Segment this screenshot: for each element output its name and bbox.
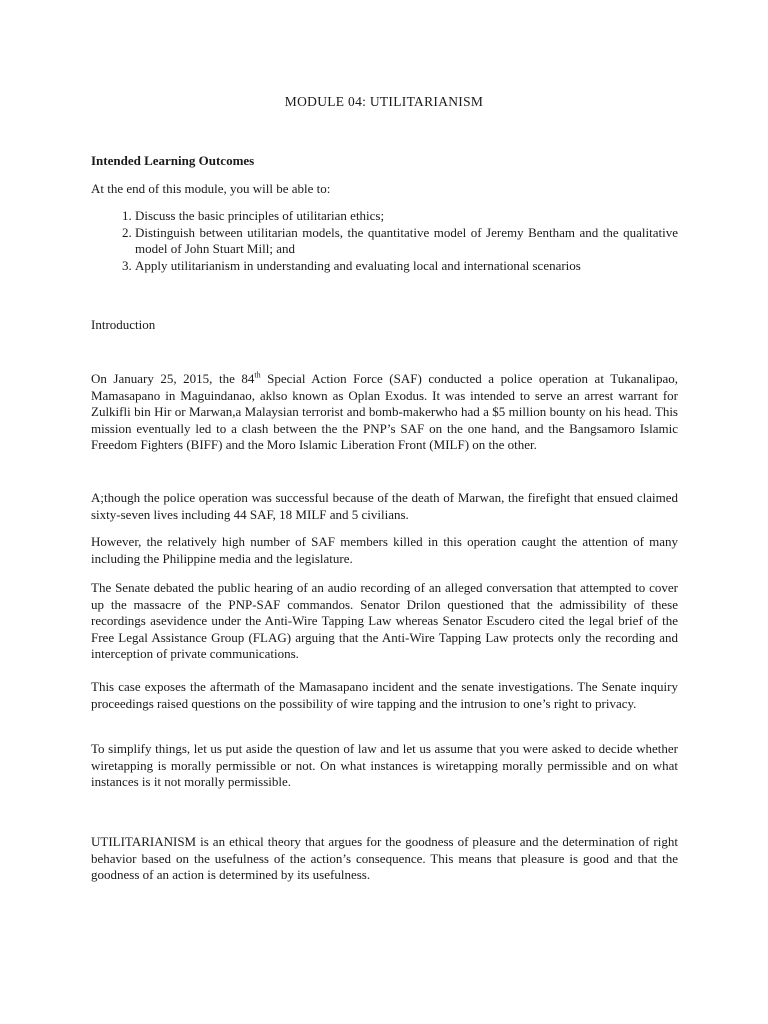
paragraph-attention [91,534,678,567]
paragraph-senate [91,580,678,663]
paragraph-text: This case exposes the aftermath of the Mamasapano incident and the senate investigations. The Senate inquiry proceedings raised questions on the possibility of wire tapping and the intrusion to one’s right to privacy. [91,679,678,711]
paragraph-mamasapano [91,371,678,454]
outcome-item: 2. Distinguish between utilitarian models, the quantitative model of Jeremy Bentham and the qualitative model of John Stuart Mill; and [135,225,678,258]
outcome-item: 1. Discuss the basic principles of utilitarian ethics; [135,208,678,225]
paragraph-text: To simplify things, let us put aside the question of law and let us assume that you were asked to decide whether wiretapping is morally permissible or not. On what instances is wiretapping morally permissible and on what instances is it not morally permissible. [91,741,678,789]
p1-text-start: On January 25, 2015, the 84 [91,371,255,386]
paragraph-aftermath [91,679,678,712]
outcomes-list [91,208,678,274]
outcome-item: 3. Apply utilitarianism in understanding and evaluating local and international scenarios [135,258,678,275]
introduction-label: Introduction [91,317,156,332]
module-title: MODULE 04: UTILITARIANISM [284,94,484,109]
ordinal-suffix: th [254,370,261,380]
paragraph-utilitarianism [91,834,678,884]
paragraph-text: A;though the police operation was successful because of the death of Marwan, the firefight that ensued claimed sixty-seven lives including 44 SAF, 18 MILF and 5 civilians. [91,490,678,522]
paragraph-text: UTILITARIANISM is an ethical theory that argues for the goodness of pleasure and the determination of right behavior based on the usefulness of the action’s consequence. This means that pleasure is good and that the goodness of an action is determined by its usefulness. [91,834,678,882]
outcomes-intro: At the end of this module, you will be able to: [91,181,331,196]
paragraph-text: However, the relatively high number of SAF members killed in this operation caught the attention of many including the Philippine media and the legislature. [91,534,678,566]
paragraph-firefight [91,490,678,523]
paragraph-wiretapping [91,741,678,791]
outcomes-heading: Intended Learning Outcomes [91,153,255,168]
paragraph-text: The Senate debated the public hearing of an audio recording of an alleged conversation that attempted to cover up the massacre of the PNP-SAF commandos. Senator Drilon questioned that the admissibility of these recordings asevidence under the Anti-Wire Tapping Law whereas Senator Escudero cited the legal brief of the Free Legal Assistance Group (FLAG) arguing that the Anti-Wire Tapping Law protects only the recording and interception of private communications. [91,580,678,661]
p1-text-rest: Special Action Force (SAF) conducted a police operation at Tukanalipao, Mamasapano in Maguindanao, aklso known as Oplan Exodus. It was intended to serve an arrest warrant for Zulkifli bin Hir or Marwan,a Malaysian terrorist and bomb-makerwho had a $5 million bounty on his head. This mission eventually led to a clash between the the PNP’s SAF on the one hand, and the Bangsamoro Islamic Freedom Fighters (BIFF) and the Moro Islamic Liberation Front (MILF) on the other. [91,371,678,452]
